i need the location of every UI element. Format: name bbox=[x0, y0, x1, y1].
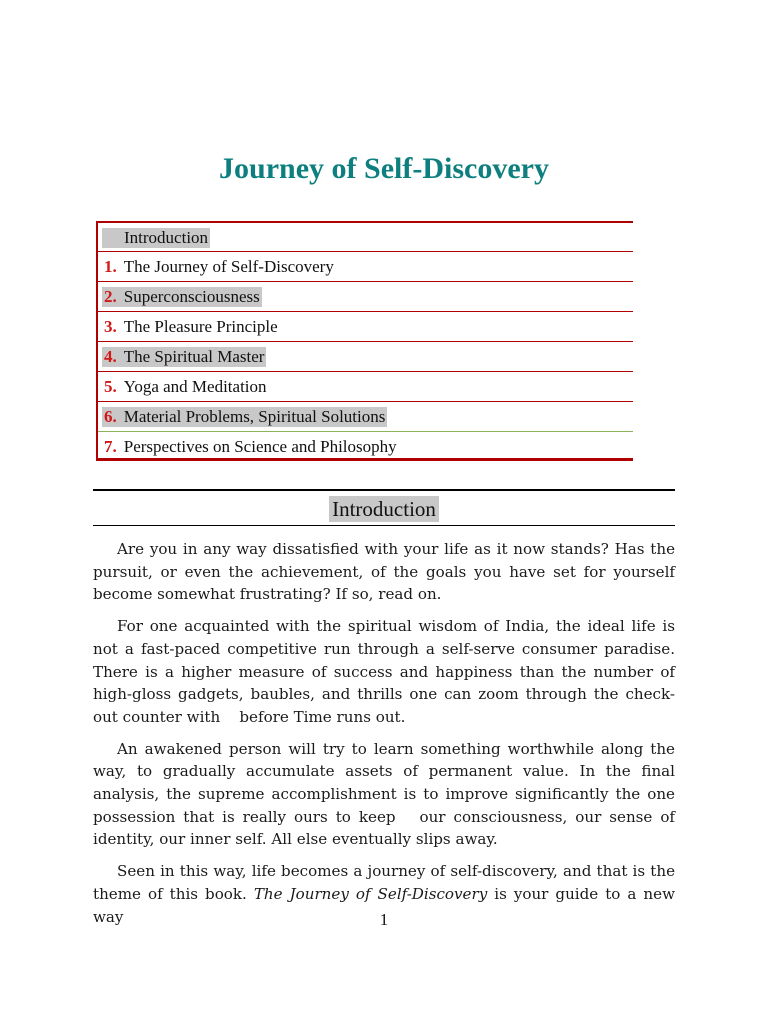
toc-item-number: 7. bbox=[104, 437, 117, 456]
paragraph: Are you in any way dissatisfied with your life as it now stands? Has the pursuit, or even the achievement, of the goals you have set for yourself become somewhat frustrating? If so, read on. bbox=[93, 540, 675, 604]
toc-item-label: Material Problems, Spiritual Solutions bbox=[123, 407, 386, 426]
paragraph: An awakened person will try to learn something worthwhile along the way, to gradually accumulate assets of permanent value. In the final analysis, the supreme accomplishment is to improve significantly the one possession that is really ours to keep our consciousness, our sense of identity, our inner self. All else eventually slips away. bbox=[93, 739, 680, 849]
toc-item-label: Introduction bbox=[102, 228, 210, 248]
toc-item-4[interactable] bbox=[98, 341, 633, 371]
toc-item-label: The Spiritual Master bbox=[123, 347, 265, 366]
toc-item-label: Superconsciousness bbox=[123, 287, 260, 306]
page-number: 1 bbox=[379, 910, 389, 929]
toc-item-number: 4. bbox=[104, 347, 117, 366]
toc-item-label: The Pleasure Principle bbox=[123, 317, 278, 336]
section-rule-top bbox=[93, 489, 675, 491]
section-heading bbox=[0, 497, 768, 522]
toc-item-7[interactable] bbox=[98, 431, 633, 461]
body-text bbox=[93, 538, 680, 937]
toc-item-label: The Journey of Self-Discovery bbox=[123, 257, 334, 276]
toc-item-introduction[interactable] bbox=[98, 221, 633, 251]
toc-item-number: 5. bbox=[104, 377, 117, 396]
toc-item-number: 3. bbox=[104, 317, 117, 336]
paragraph-text: is your guide to a new way bbox=[93, 884, 675, 926]
toc-item-label: Yoga and Meditation bbox=[123, 377, 267, 396]
paragraph: For one acquainted with the spiritual wisdom of India, the ideal life is not a fast-paced competitive run through a self-serve consumer paradise. There is a higher measure of success and happiness than the number of high-gloss gadgets, baubles, and thrills one can zoom through the check-out counter with before Time runs out. bbox=[93, 617, 680, 726]
toc-item-6[interactable] bbox=[98, 401, 633, 431]
section-rule-bottom bbox=[93, 525, 675, 526]
toc-item-label: Perspectives on Science and Philosophy bbox=[123, 437, 397, 456]
toc-item-number: 2. bbox=[104, 287, 117, 306]
section-heading-text: Introduction bbox=[329, 496, 439, 522]
paragraph-text: Seen in this way, life becomes a journey of self-discovery, and that is the theme of this book. bbox=[93, 862, 675, 903]
toc-item-number: 6. bbox=[104, 407, 117, 426]
toc-item-1[interactable] bbox=[98, 251, 633, 281]
page-title: Journey of Self-Discovery bbox=[219, 152, 549, 185]
toc-item-2[interactable] bbox=[98, 281, 633, 311]
toc-item-5[interactable] bbox=[98, 371, 633, 401]
toc-item-3[interactable] bbox=[98, 311, 633, 341]
toc-item-number: 1. bbox=[104, 257, 117, 276]
table-of-contents bbox=[96, 221, 633, 461]
book-title: The Journey of Self-Discovery bbox=[253, 884, 488, 903]
